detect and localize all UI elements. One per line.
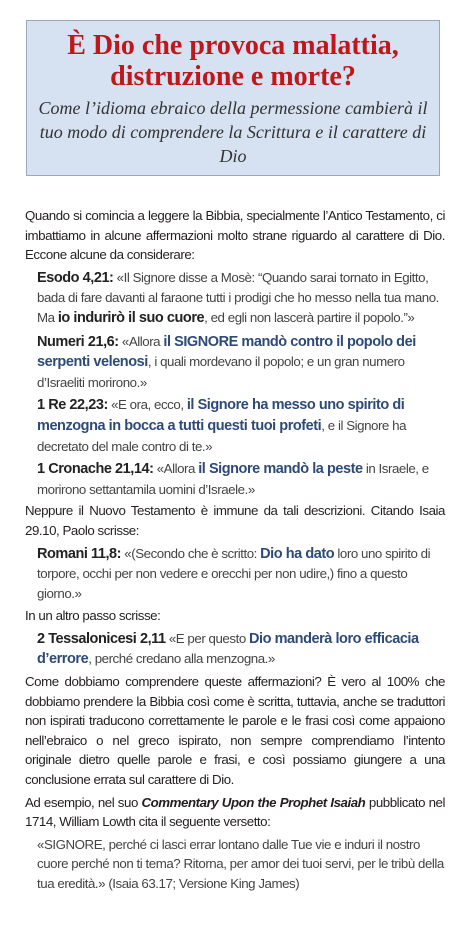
quote-text: loro uno spirito di torpore, occhi per non vedere e orecchi per non udire,) fino a questo giorno.» [37,545,431,601]
quote-ref: 2 Tessalonicesi 2,11 [37,630,166,647]
quote-text: «Allora [153,461,199,477]
quote-1cronache [37,459,445,499]
title-line-1: È Dio che provoca malattia, [67,30,399,61]
altro-paragraph: In un altro passo scrisse: [25,608,161,624]
quote-highlight: Dio ha dato [260,545,335,562]
quote-text: , perché credano alla menzogna.» [88,651,275,667]
lowth-book-title: Commentary Upon the Prophet Isaiah [141,794,366,810]
quote-text: «E per questo [165,630,250,646]
lowth-text: Ad esempio, nel suo [25,794,142,810]
lowth-text: pubblicato nel 1714, William Lowth cita il seguente versetto: [25,794,445,830]
quote-romani [37,544,445,604]
title-line-2: distruzione e morte? [110,61,356,92]
title-box [26,20,440,176]
quote-ref: 1 Cronache 21,14: [37,461,154,478]
lowth-paragraph [25,793,445,832]
quote-numeri [37,332,445,393]
quote-highlight: il Signore mandò la peste [198,461,363,478]
come-paragraph: Come dobbiamo comprendere queste affermazioni? È vero al 100% che dobbiamo prendere la Bibbia così come è scritta, tuttavia, anche se traduttori non ispirati traducono correttamente le parole e le frasi così come appaiono nell’ebraico o nel greco ispirato, non sempre comprendiamo l’intento originale dietro quelle parole e frasi, e così possiamo giungere a una conclusione errata sul carattere di Dio. [25,674,445,788]
quote-text: «Il Signore disse a Mosè: “Quando sarai tornato in Egitto, bada di fare davanti al faraone tutti i prodigi che ho messo nella tua mano. Ma [37,269,439,325]
quote-text: «E ora, ecco, [107,397,187,413]
quote-ref: 1 Re 22,23: [37,397,108,414]
nt-paragraph: Neppure il Nuovo Testamento è immune da tali descrizioni. Citando Isaia 29.10, Paolo scrisse: [25,503,445,538]
quote-text: in Israele, e morirono settantamila uomini d’Israele.» [37,461,429,497]
article-body [25,206,445,896]
quote-text: , ed egli non lascerà partire il popolo.”» [204,309,415,325]
quote-ref: Esodo 4,21: [37,269,114,286]
quote-text: , i quali mordevano il popolo; e un gran numero d’Israeliti morirono.» [37,354,405,390]
quote-1re [37,395,445,456]
intro-paragraph: Quando si comincia a leggere la Bibbia, specialmente l’Antico Testamento, ci imbattiamo in alcune affermazioni molto strane riguardo al carattere di Dio. Eccone alcune da considerare: [25,208,445,263]
quote-ref: Romani 11,8: [37,545,122,562]
quote-highlight: il SIGNORE mandò contro il popolo dei serpenti velenosi [37,333,416,371]
quote-text: «Allora [118,333,164,349]
quote-highlight: Dio manderà loro efficacia d’errore [37,630,419,668]
quote-text: , e il Signore ha decretato del male contro di te.» [37,417,407,454]
quote-ref: Numeri 21,6: [37,333,119,350]
page-title [27,30,439,92]
quote-tessalonicesi [37,629,445,670]
subtitle: Come l’idioma ebraico della permessione cambierà il tuo modo di comprendere la Scrittura e il carattere di Dio [38,98,428,166]
quote-esodo [37,268,445,329]
quote-text: «SIGNORE, perché ci lasci errar lontano dalle Tue vie e induri il nostro cuore perché non ti tema? Ritorna, per amor dei tuoi servi, per le tribù della tua eredità.» (Isaia 63.17; Versione King James) [37,836,444,891]
quote-text: «(Secondo che è scritto: [121,545,261,561]
quote-isaia [37,835,445,894]
quote-highlight: io indurirò il suo cuore [57,309,205,326]
quote-highlight: il Signore ha messo uno spirito di menzogna in bocca a tutti questi tuoi profeti [37,397,405,434]
